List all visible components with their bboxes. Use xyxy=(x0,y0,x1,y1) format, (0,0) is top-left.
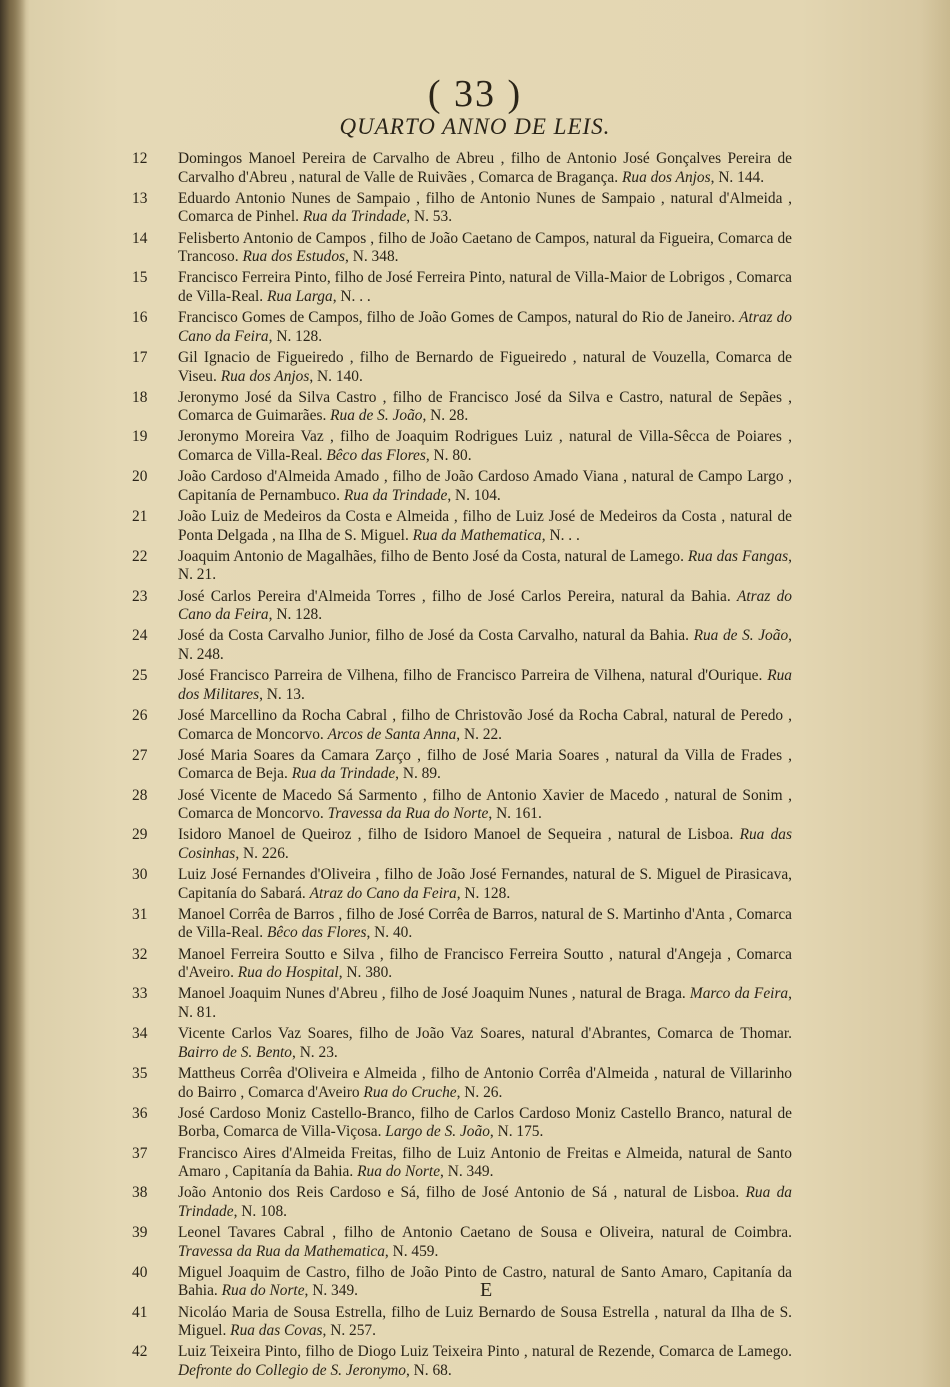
entry-number: 21 xyxy=(132,508,148,526)
list-item xyxy=(132,1145,792,1182)
entry-text: José Vicente de Macedo Sá Sarmento , filho de Antonio Xavier de Macedo , natural de Sonim , Comarca de Moncorvo. xyxy=(178,786,792,823)
list-item xyxy=(132,1105,792,1142)
entry-address: Rua de S. João xyxy=(330,407,423,425)
entry-number: 32 xyxy=(132,945,148,963)
list-item xyxy=(132,707,792,744)
list-item xyxy=(132,826,792,863)
entry-number: 15 xyxy=(132,269,148,287)
list-item xyxy=(132,428,792,465)
entry-number: 18 xyxy=(132,388,148,406)
entry-house-number: , N. . . xyxy=(332,287,371,305)
entry-text: Joaquim Antonio de Magalhães, filho de Bento José da Costa, natural de Lamego. xyxy=(178,547,684,565)
entry-address: Defronte do Collegio de S. Jeronymo xyxy=(178,1362,406,1380)
entry-house-number: , N. 226. xyxy=(235,844,289,862)
entry-address: Rua dos Anjos xyxy=(621,168,711,186)
entry-house-number: , N. 349. xyxy=(440,1163,494,1181)
entry-house-number: , N. 89. xyxy=(395,765,441,783)
list-item xyxy=(132,667,792,704)
list-item xyxy=(132,1065,792,1102)
list-item xyxy=(132,906,792,943)
entry-text: Manoel Joaquim Nunes d'Abreu , filho de José Joaquim Nunes , natural de Braga. xyxy=(178,985,686,1003)
entry-text: José da Costa Carvalho Junior, filho de José da Costa Carvalho, natural da Bahia. xyxy=(178,627,689,645)
list-item xyxy=(132,508,792,545)
entry-house-number: , N. . . xyxy=(541,526,580,544)
entry-text: Francisco Aires d'Almeida Freitas, filho de Luiz Antonio de Freitas e Almeida, natural de Santo Amaro , Capitanía da Bahia. xyxy=(178,1144,792,1181)
entry-house-number: , N. 128. xyxy=(268,327,323,345)
entry-address: Travessa da Rua do Norte xyxy=(327,805,489,823)
list-item xyxy=(132,468,792,505)
list-item xyxy=(132,1304,792,1341)
list-item xyxy=(132,548,792,585)
entry-text: Gil Ignacio de Figueiredo , filho de Bernardo de Figueiredo , natural de Vouzella, Comarca de Viseu. xyxy=(178,348,792,385)
entry-text: Francisco Gomes de Campos, filho de João Gomes de Campos, natural do Rio de Janeiro. xyxy=(178,309,736,327)
list-item xyxy=(132,190,792,227)
entry-house-number: , N. 108. xyxy=(233,1202,288,1220)
entry-address: Rua da Trindade xyxy=(302,208,407,226)
entry-text: Luiz José Fernandes d'Oliveira , filho de João José Fernandes, natural de S. Miguel de Pirasicava, Capitanía do Sabará. xyxy=(178,866,792,902)
entry-text: José Carlos Pereira d'Almeida Torres , filho de José Carlos Pereira, natural da Bahia. xyxy=(178,587,731,605)
entry-text: Manoel Corrêa de Barros , filho de José Corrêa de Barros, natural de S. Martinho d'Anta , Comarca de Villa-Real. xyxy=(178,905,792,942)
entry-house-number: , N. 348. xyxy=(345,248,399,266)
entry-text: Jeronymo Moreira Vaz , filho de Joaquim Rodrigues Luiz , natural de Villa-Sêcca de Poiares , Comarca de Villa-Real. xyxy=(178,428,792,465)
entry-number: 42 xyxy=(132,1343,148,1361)
entry-address: Rua do Cruche xyxy=(363,1083,457,1101)
entry-number: 12 xyxy=(132,150,148,167)
entry-number: 23 xyxy=(132,587,148,605)
entry-house-number: , N. 380. xyxy=(338,964,393,982)
entry-address: Rua dos Anjos xyxy=(220,367,310,385)
entry-house-number: , N. 23. xyxy=(292,1043,338,1061)
entry-number: 34 xyxy=(132,1025,148,1043)
entry-text: Francisco Ferreira Pinto, filho de José Ferreira Pinto, natural de Villa-Maior de Lobrigos , Comarca de Villa-Real. xyxy=(178,269,792,305)
entry-text: Jeronymo José da Silva Castro , filho de Francisco José da Silva e Castro, natural de Sepães , Comarca de Guimarães. xyxy=(178,388,792,425)
entry-house-number: , N. 22. xyxy=(456,725,503,743)
entry-house-number: , N. 459. xyxy=(384,1242,439,1260)
student-list xyxy=(132,150,792,1383)
list-item xyxy=(132,1264,792,1301)
entry-number: 39 xyxy=(132,1224,148,1242)
entry-address: Rua dos Militares xyxy=(178,667,792,703)
entry-text: Manoel Ferreira Soutto e Silva , filho de Francisco Ferreira Soutto , natural d'Angeja , Comarca d'Aveiro. xyxy=(178,945,792,982)
entry-house-number: , N. 28. xyxy=(422,407,469,425)
entry-address: Travessa da Rua da Mathematica xyxy=(178,1242,385,1260)
entry-number: 35 xyxy=(132,1064,148,1082)
entry-house-number: , N. 53. xyxy=(406,208,453,226)
entry-address: Arcos de Santa Anna xyxy=(327,725,457,743)
entry-house-number: , N. 257. xyxy=(322,1322,376,1340)
signature-mark: E xyxy=(480,1279,493,1301)
entry-text: Miguel Joaquim de Castro, filho de João Pinto de Castro, natural de Santo Amaro, Capitanía da Bahia. xyxy=(178,1263,792,1300)
list-item xyxy=(132,747,792,784)
entry-number: 37 xyxy=(132,1144,148,1162)
entry-number: 19 xyxy=(132,428,148,446)
entry-house-number: , N. 104. xyxy=(447,486,501,504)
entry-text: Domingos Manoel Pereira de Carvalho de Abreu , filho de Antonio José Gonçalves Pereira de Carvalho d'Abreu , natural de Valle de Ruivães , Comarca de Bragança. xyxy=(178,150,792,186)
entry-address: Rua da Trindade xyxy=(291,765,396,783)
entry-house-number: , N. 68. xyxy=(405,1362,452,1380)
entry-text: Vicente Carlos Vaz Soares, filho de João Vaz Soares, natural d'Abrantes, Comarca de Thomar. xyxy=(178,1025,792,1043)
entry-number: 30 xyxy=(132,866,148,884)
entry-number: 14 xyxy=(132,229,148,247)
entry-text: Isidoro Manoel de Queiroz , filho de Isidoro Manoel de Sequeira , natural de Lisboa. xyxy=(178,826,734,844)
entry-address: Rua dos Estudos xyxy=(242,248,346,266)
list-item xyxy=(132,1224,792,1261)
entry-number: 40 xyxy=(132,1263,148,1281)
entry-text: José Francisco Parreira de Vilhena, filho de Francisco Parreira de Vilhena, natural d'Ourique. xyxy=(178,667,763,685)
entry-text: Eduardo Antonio Nunes de Sampaio , filho de Antonio Nunes de Sampaio , natural d'Almeida , Comarca de Pinhel. xyxy=(178,189,792,226)
entry-address: Atraz do Cano da Feira xyxy=(178,587,793,624)
entry-text: Leonel Tavares Cabral , filho de Antonio Caetano de Sousa e Oliveira, natural de Coimbra. xyxy=(178,1224,792,1242)
page-number: ( 33 ) xyxy=(427,73,523,115)
list-item xyxy=(132,309,792,346)
list-item xyxy=(132,985,792,1022)
entry-text: João Cardoso d'Almeida Amado , filho de João Cardoso Amado Viana , natural de Campo Largo , Capitanía de Pernambuco. xyxy=(178,468,792,504)
entry-address: Atraz do Cano da Feira xyxy=(178,309,792,345)
entry-number: 36 xyxy=(132,1104,148,1122)
entry-number: 17 xyxy=(132,348,148,366)
entry-number: 38 xyxy=(132,1184,148,1202)
entry-number: 24 xyxy=(132,627,148,645)
list-item xyxy=(132,389,792,426)
entry-number: 28 xyxy=(132,786,148,804)
entry-text: José Marcellino da Rocha Cabral , filho de Christovão José da Rocha Cabral, natural de Peredo , Comarca de Moncorvo. xyxy=(178,706,792,743)
page-header xyxy=(0,72,950,116)
entry-address: Rua do Norte xyxy=(357,1163,441,1181)
entry-number: 41 xyxy=(132,1303,148,1321)
list-item xyxy=(132,269,792,306)
entry-address: Rua do Norte xyxy=(221,1282,305,1300)
entry-number: 16 xyxy=(132,309,148,327)
list-item xyxy=(132,349,792,386)
entry-address: Rua da Trindade xyxy=(178,1184,792,1220)
entry-address: Rua das Cosinhas xyxy=(178,826,792,862)
entry-number: 25 xyxy=(132,667,148,685)
entry-house-number: , N. 80. xyxy=(425,447,472,465)
entry-address: Rua das Covas xyxy=(230,1322,323,1340)
entry-house-number: , N. 128. xyxy=(456,884,511,902)
list-item xyxy=(132,1184,792,1221)
entry-address: Rua das Fangas xyxy=(687,547,789,565)
entry-house-number: , N. 13. xyxy=(259,685,305,703)
entry-house-number: , N. 81. xyxy=(178,985,792,1021)
entry-address: Atraz do Cano da Feira xyxy=(309,884,457,902)
entry-number: 29 xyxy=(132,826,148,844)
entry-house-number: , N. 128. xyxy=(268,606,323,624)
list-item xyxy=(132,1343,792,1380)
list-item xyxy=(132,1025,792,1062)
entry-address: Bêco das Flores xyxy=(326,447,426,465)
list-item xyxy=(132,866,792,903)
entry-number: 31 xyxy=(132,905,148,923)
entry-text: João Luiz de Medeiros da Costa e Almeida , filho de Luiz José de Medeiros da Costa , natural de Ponta Delgada , na Ilha de S. Miguel. xyxy=(178,508,792,544)
list-item xyxy=(132,588,792,625)
entry-house-number: , N. 144. xyxy=(710,168,765,186)
entry-text: Mattheus Corrêa d'Oliveira e Almeida , filho de Antonio Corrêa d'Almeida , natural de Villarinho do Bairro , Comarca d'Aveiro xyxy=(178,1064,792,1101)
entry-text: José Cardoso Moniz Castello-Branco, filho de Carlos Cardoso Moniz Castello Branco, natural de Borba, Comarca de Villa-Viçosa. xyxy=(178,1104,792,1141)
page-spine-shadow xyxy=(0,0,26,1387)
list-item xyxy=(132,150,792,187)
entry-number: 22 xyxy=(132,547,148,565)
section-title: QUARTO ANNO DE LEIS. xyxy=(339,114,611,139)
entry-house-number: , N. 349. xyxy=(304,1282,358,1300)
entry-house-number: , N. 21. xyxy=(178,547,792,584)
entry-house-number: , N. 40. xyxy=(366,924,413,942)
entry-number: 20 xyxy=(132,468,148,486)
entry-number: 13 xyxy=(132,189,148,207)
entry-text: Felisberto Antonio de Campos , filho de João Caetano de Campos, natural da Figueira, Comarca de Trancoso. xyxy=(178,229,792,266)
entry-address: Largo de S. João xyxy=(385,1123,490,1141)
entry-text: Nicoláo Maria de Sousa Estrella, filho de Luiz Bernardo de Sousa Estrella , natural da Ilha de S. Miguel. xyxy=(178,1303,792,1340)
entry-address: Bairro de S. Bento xyxy=(178,1043,292,1061)
entry-address: Rua do Hospital xyxy=(237,964,339,982)
entry-number: 33 xyxy=(132,985,148,1003)
list-item xyxy=(132,946,792,983)
entry-house-number: , N. 140. xyxy=(309,367,363,385)
entry-address: Marco da Feira xyxy=(689,985,789,1003)
entry-house-number: , N. 175. xyxy=(489,1123,544,1141)
entry-house-number: , N. 161. xyxy=(488,805,542,823)
entry-address: Rua de S. João xyxy=(693,627,789,645)
entry-number: 27 xyxy=(132,746,148,764)
entry-number: 26 xyxy=(132,706,148,724)
list-item xyxy=(132,787,792,824)
entry-address: Rua da Trindade xyxy=(343,486,448,504)
entry-address: Rua da Mathematica xyxy=(412,526,542,544)
entry-house-number: , N. 26. xyxy=(456,1083,503,1101)
entry-text: Luiz Teixeira Pinto, filho de Diogo Luiz Teixeira Pinto , natural de Rezende, Comarca de Lamego. xyxy=(178,1343,792,1361)
entry-house-number: , N. 248. xyxy=(178,627,792,663)
entry-text: João Antonio dos Reis Cardoso e Sá, filho de José Antonio de Sá , natural de Lisboa. xyxy=(178,1184,740,1202)
list-item xyxy=(132,230,792,267)
list-item xyxy=(132,627,792,664)
entry-text: José Maria Soares da Camara Zarço , filho de José Maria Soares , natural da Villa de Frades , Comarca de Beja. xyxy=(178,746,792,783)
entry-address: Bêco das Flores xyxy=(266,924,367,942)
entry-address: Rua Larga xyxy=(266,287,333,305)
